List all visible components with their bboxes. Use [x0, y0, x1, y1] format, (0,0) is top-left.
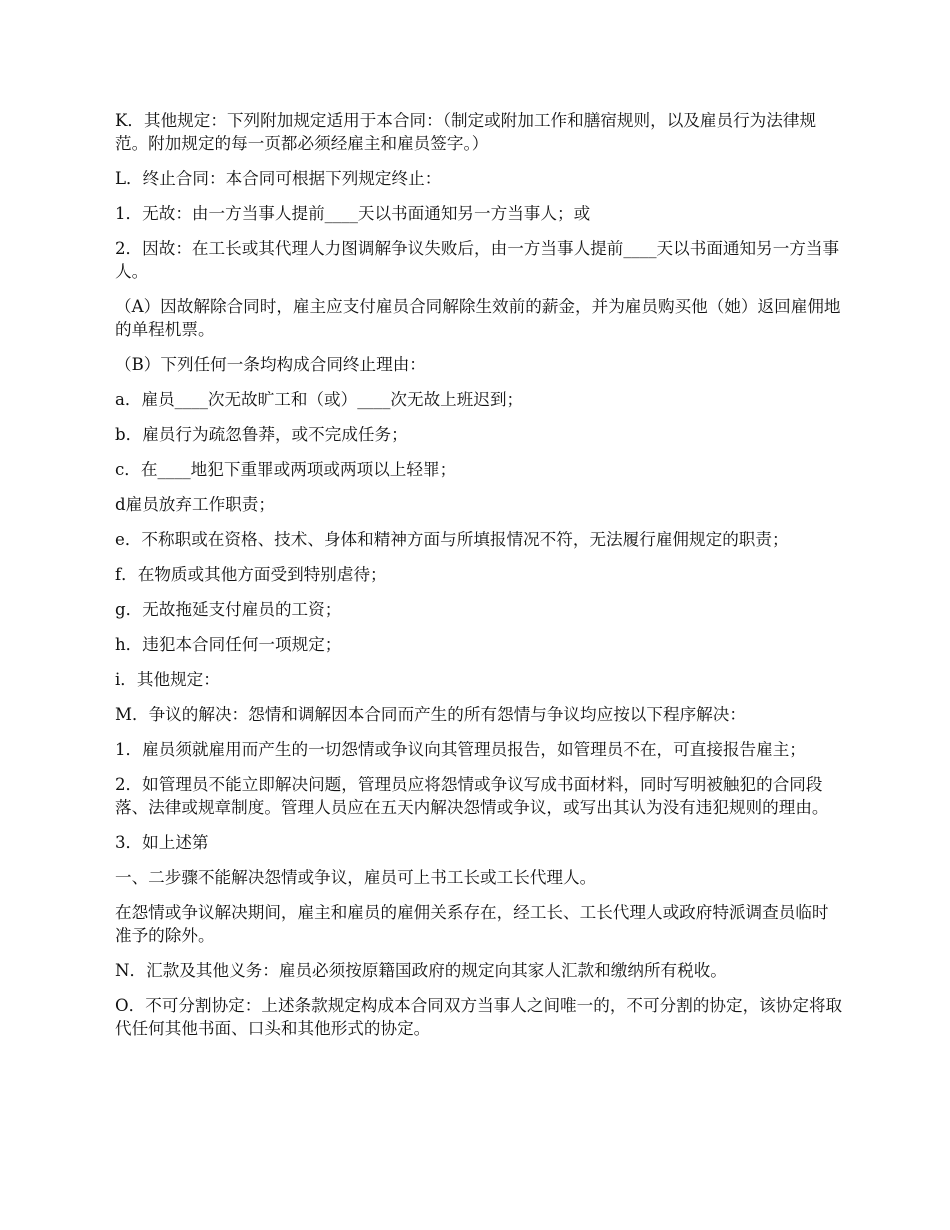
clause-o-entire-agreement: O．不可分割协定：上述条款规定构成本合同双方当事人之间唯一的，不可分割的协定，该协定将取代任何其他书面、口头和其他形式的协定。	[115, 996, 843, 1038]
termination-reason-h: h．违犯本合同任何一项规定；	[115, 635, 342, 654]
clause-n-remittance: N．汇款及其他义务：雇员必须按原籍国政府的规定向其家人汇款和缴纳所有税收。	[115, 961, 727, 980]
dispute-step-1: 1．雇员须就雇用而产生的一切怨情或争议向其管理员报告，如管理员不在，可直接报告雇主；	[115, 740, 806, 759]
dispute-employment-continues: 在怨情或争议解决期间，雇主和雇员的雇佣关系存在，经工长、工长代理人或政府特派调查员临时准予的除外。	[115, 903, 829, 945]
termination-reason-a: a．雇员____次无故旷工和（或）____次无故上班迟到；	[115, 390, 524, 409]
document-page	[115, 109, 843, 1052]
termination-item-2-with-cause: 2．因故：在工长或其代理人力图调解争议失败后，由一方当事人提前____天以书面通知另一方当事人。	[115, 239, 840, 281]
dispute-step-2: 2．如管理员不能立即解决问题，管理员应将怨情或争议写成书面材料，同时写明被触犯的合同段落、法律或规章制度。管理人员应在五天内解决怨情或争议，或写出其认为没有违犯规则的理由。	[115, 775, 829, 817]
termination-reason-g: g．无故拖延支付雇员的工资；	[115, 600, 342, 619]
termination-reason-d: d雇员放弃工作职责；	[115, 495, 275, 514]
termination-reason-f: f．在物质或其他方面受到特别虐待；	[115, 565, 387, 584]
termination-reason-i: i．其他规定：	[115, 670, 220, 689]
termination-reason-e: e．不称职或在资格、技术、身体和精神方面与所填报情况不符，无法履行雇佣规定的职责；	[115, 530, 789, 549]
termination-reason-b: b．雇员行为疏忽鲁莽，或不完成任务；	[115, 425, 408, 444]
clause-l-termination: L．终止合同：本合同可根据下列规定终止：	[115, 169, 442, 188]
termination-item-1-without-cause: 1．无故：由一方当事人提前____天以书面通知另一方当事人；或	[115, 204, 591, 223]
termination-reason-c: c．在____地犯下重罪或两项或两项以上轻罪；	[115, 460, 457, 479]
termination-subclause-b: （B）下列任何一条均构成合同终止理由：	[115, 355, 426, 374]
dispute-step-3-continued: 一、二步骤不能解决怨情或争议，雇员可上书工长或工长代理人。	[115, 868, 597, 887]
dispute-step-3: 3．如上述第	[115, 833, 209, 852]
clause-k-other-provisions: K．其他规定：下列附加规定适用于本合同：（制定或附加工作和膳宿规则，以及雇员行为法律规范。附加规定的每一页都必须经雇主和雇员签字。）	[115, 111, 817, 153]
clause-m-dispute-resolution: M．争议的解决：怨情和调解因本合同而产生的所有怨情与争议均应按以下程序解决：	[115, 705, 746, 724]
termination-subclause-a: （A）因故解除合同时，雇主应支付雇员合同解除生效前的薪金，并为雇员购买他（她）返回雇佣地的单程机票。	[115, 297, 841, 339]
